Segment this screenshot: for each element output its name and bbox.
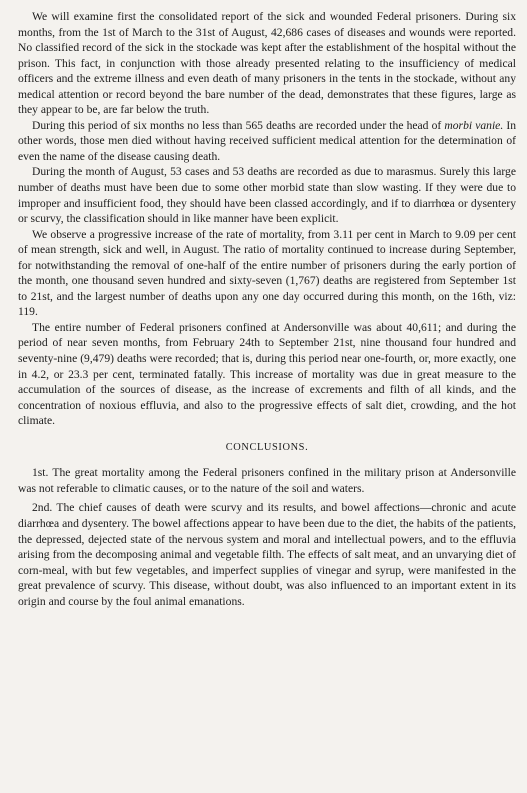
conclusion-second: 2nd. The chief causes of death were scurvy and its results, and bowel affections—chronic and acute diarrhœa and dysentery. The bowel affections appear to have been due to the diet, the habits of the patients, the depressed, dejected state of the nervous system and moral and intellectual powers, and to the effluvia arising from the decomposing animal and vegetable filth. The effects of salt meat, and an unvarying diet of corn-meal, with but few vegetables, and imperfect supplies of vinegar and syrup, were manifested in the great prevalence of scurvy. This disease, without doubt, was also influenced to an important extent in its origin and course by the foul animal emanations. [18, 501, 516, 608]
paragraph-mortality-rate: We observe a progressive increase of the rate of mortality, from 3.11 per cent in March to 9.09 per cent of mean strength, sick and well, in August. The ratio of mortality continued to increase during September, for notwithstanding the removal of one-half of the entire number of prisoners during the early portion of the month, one thousand seven hundred and sixty-seven (1,767) deaths are registered from September 1st to 21st, and the largest number of deaths upon any one day occurred during this month, on the 16th, viz: 119. [18, 227, 516, 319]
paragraph-marasmus: During the month of August, 53 cases and 53 deaths are recorded as due to marasmus. Surely this large number of deaths must have been due to some other morbid state than slow wasting. If they were due to improper and insufficient food, they should have been classed accordingly, and if to diarrhœa or dysentery or scurvy, the classification should in like manner have been explicit. [18, 165, 516, 226]
paragraph-morbi-vanie [18, 118, 516, 165]
paragraph-morbi-vanie-after: In other words, those men died without having received sufficient medical attention for the determination of even the name of the disease causing death. [18, 118, 516, 163]
paragraph-total-prisoners: The entire number of Federal prisoners confined at Andersonville was about 40,611; and during the period of near seven months, from February 24th to September 21st, nine thousand four hundred and seventy-nine (9,479) deaths were recorded; that is, during this period near one-fourth, or, more exactly, one in 4.2, or 23.3 per cent, terminated fatally. This increase of mortality was due in great measure to the accumulation of the sources of disease, as the increase of excrements and filth of all kinds, and the concentration of noxious effluvia, and also to the progressive effects of salt diet, crowding, and the hot climate. [18, 320, 516, 428]
conclusion-first: 1st. The great mortality among the Federal prisoners confined in the military prison at Andersonville was not referable to climatic causes, or to the nature of the soil and waters. [18, 466, 516, 495]
section-heading-conclusions: CONCLUSIONS. [225, 441, 309, 453]
paragraph-morbi-vanie-before: During this period of six months no less than 565 deaths are recorded under the head of [32, 118, 445, 132]
morbi-vanie-term: morbi vanie. [444, 118, 504, 132]
paragraph-consolidated-report: We will examine first the consolidated report of the sick and wounded Federal prisoners. During six months, from the 1st of March to the 31st of August, 42,686 cases of diseases and wounds were reported. No classified record of the sick in the stockade was kept after the establishment of the hospital without the prison. This fact, in conjunction with those already presented relating to the insufficiency of medical officers and the extreme illness and even death of many prisoners in the tents in the stockade, without any medical attention or record beyond the bare number of the dead, demonstrates that these figures, large as they appear to be, are far below the truth. [18, 10, 516, 117]
